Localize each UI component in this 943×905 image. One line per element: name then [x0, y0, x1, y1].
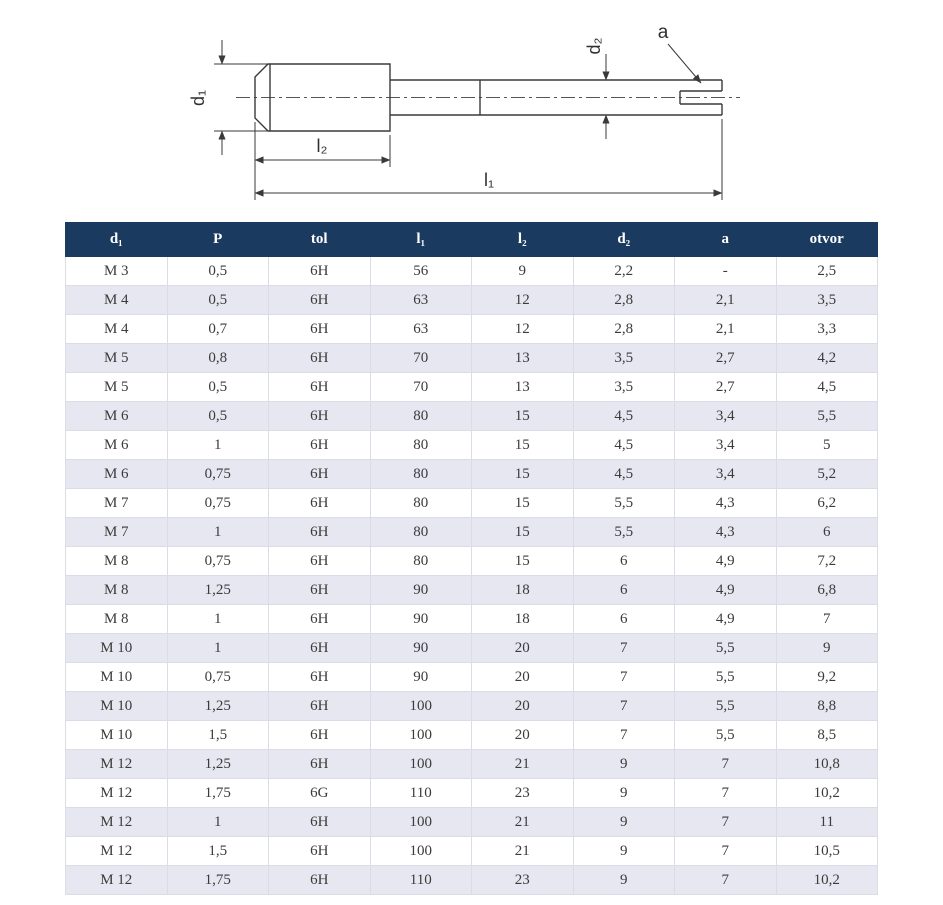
table-cell: 1,25 [167, 692, 269, 721]
table-cell: 3,3 [776, 315, 878, 344]
table-cell: 4,5 [573, 431, 675, 460]
dimension-l2 [255, 122, 390, 200]
table-cell: 2,8 [573, 286, 675, 315]
table-cell: 2,1 [675, 315, 777, 344]
table-cell: 20 [472, 692, 574, 721]
table-cell: M 10 [66, 634, 168, 663]
table-cell: 0,5 [167, 257, 269, 286]
table-cell: 1,5 [167, 721, 269, 750]
table-cell: M 10 [66, 692, 168, 721]
table-cell: M 6 [66, 402, 168, 431]
table-cell: 9 [573, 837, 675, 866]
table-cell: 4,5 [776, 373, 878, 402]
table-row [66, 721, 878, 750]
table-header-row [66, 223, 878, 257]
table-cell: 6H [269, 721, 371, 750]
table-cell: 12 [472, 286, 574, 315]
table-cell: 4,5 [573, 402, 675, 431]
table-cell: 23 [472, 779, 574, 808]
table-cell: 4,9 [675, 576, 777, 605]
table-cell: M 8 [66, 605, 168, 634]
table-cell: 2,7 [675, 344, 777, 373]
table-row [66, 750, 878, 779]
table-cell: 6H [269, 866, 371, 895]
table-cell: 6H [269, 489, 371, 518]
table-cell: M 12 [66, 750, 168, 779]
table-cell: 6,8 [776, 576, 878, 605]
table-cell: M 8 [66, 547, 168, 576]
table-cell: 1,75 [167, 866, 269, 895]
dim-label-a: a [657, 22, 669, 43]
table-row [66, 402, 878, 431]
table-cell: 3,4 [675, 431, 777, 460]
table-row [66, 576, 878, 605]
table-cell: 6H [269, 750, 371, 779]
table-cell: 6H [269, 373, 371, 402]
table-cell: 3,5 [573, 373, 675, 402]
table-cell: 6 [776, 518, 878, 547]
table-cell: M 10 [66, 663, 168, 692]
table-cell: 20 [472, 634, 574, 663]
table-cell: M 10 [66, 721, 168, 750]
table-cell: M 12 [66, 837, 168, 866]
table-cell: 10,2 [776, 779, 878, 808]
table-cell: 1,25 [167, 750, 269, 779]
table-row [66, 779, 878, 808]
table-row [66, 373, 878, 402]
table-cell: 18 [472, 605, 574, 634]
table-cell: M 5 [66, 373, 168, 402]
dimensions-table [65, 222, 878, 895]
table-cell: 100 [370, 808, 472, 837]
table-cell: 0,75 [167, 547, 269, 576]
table-cell: 100 [370, 750, 472, 779]
table-cell: 1 [167, 605, 269, 634]
table-row [66, 866, 878, 895]
table-cell: 3,4 [675, 402, 777, 431]
table-cell: 6H [269, 605, 371, 634]
table-cell: 2,8 [573, 315, 675, 344]
table-cell: M 3 [66, 257, 168, 286]
table-cell: 6H [269, 692, 371, 721]
table-cell: 6H [269, 286, 371, 315]
table-cell: 2,7 [675, 373, 777, 402]
table-cell: 1,25 [167, 576, 269, 605]
table-cell: 5 [776, 431, 878, 460]
table-cell: 6H [269, 808, 371, 837]
table-cell: 80 [370, 518, 472, 547]
table-cell: 9 [776, 634, 878, 663]
column-header-l1: l₁ [370, 223, 472, 257]
column-header-d1: d₁ [66, 223, 168, 257]
table-cell: 5,5 [675, 634, 777, 663]
column-header-d2: d₂ [573, 223, 675, 257]
table-cell: 63 [370, 315, 472, 344]
table-cell: 4,3 [675, 489, 777, 518]
table-cell: 1 [167, 634, 269, 663]
table-cell: 6G [269, 779, 371, 808]
table-cell: M 6 [66, 431, 168, 460]
table-cell: 80 [370, 431, 472, 460]
table-cell: 7 [675, 779, 777, 808]
table-cell: 21 [472, 808, 574, 837]
table-cell: 6H [269, 576, 371, 605]
table-row [66, 460, 878, 489]
table-cell: 1 [167, 808, 269, 837]
table-cell: M 4 [66, 286, 168, 315]
tap-drawing-svg [0, 0, 943, 218]
table-row [66, 663, 878, 692]
table-row [66, 286, 878, 315]
table-cell: M 8 [66, 576, 168, 605]
dim-label-l2: l₂ [316, 136, 328, 156]
table-cell: M 6 [66, 460, 168, 489]
table-cell: 20 [472, 721, 574, 750]
table-cell: M 12 [66, 808, 168, 837]
table-cell: 6H [269, 315, 371, 344]
table-cell: 5,5 [573, 518, 675, 547]
table-cell: 21 [472, 750, 574, 779]
table-cell: 23 [472, 866, 574, 895]
table-cell: M 12 [66, 779, 168, 808]
table-row [66, 634, 878, 663]
table-cell: 90 [370, 634, 472, 663]
table-cell: M 7 [66, 489, 168, 518]
table-cell: 0,75 [167, 663, 269, 692]
table-row [66, 344, 878, 373]
table-cell: 56 [370, 257, 472, 286]
table-cell: 0,7 [167, 315, 269, 344]
table-cell: 1 [167, 431, 269, 460]
a-leader-line [668, 44, 701, 83]
table-cell: 9 [573, 866, 675, 895]
table-row [66, 431, 878, 460]
dim-label-d1: d₁ [188, 89, 208, 107]
table-cell: 7 [675, 866, 777, 895]
table-cell: 8,5 [776, 721, 878, 750]
table-cell: 0,75 [167, 489, 269, 518]
table-cell: 4,9 [675, 605, 777, 634]
table-cell: 9,2 [776, 663, 878, 692]
table-cell: 100 [370, 721, 472, 750]
table-cell: 0,5 [167, 373, 269, 402]
table-cell: 2,1 [675, 286, 777, 315]
table-cell: 6H [269, 518, 371, 547]
table-cell: 6 [573, 605, 675, 634]
column-header-otvor: otvor [776, 223, 878, 257]
table-cell: 6,2 [776, 489, 878, 518]
table-cell: 2,2 [573, 257, 675, 286]
table-cell: 90 [370, 576, 472, 605]
table-row [66, 315, 878, 344]
table-cell: 10,2 [776, 866, 878, 895]
column-header-tol: tol [269, 223, 371, 257]
table-cell: 9 [573, 750, 675, 779]
table-row [66, 837, 878, 866]
table-cell: 6 [573, 576, 675, 605]
table-cell: 0,8 [167, 344, 269, 373]
table-cell: 4,3 [675, 518, 777, 547]
table-cell: - [675, 257, 777, 286]
table-cell: 3,4 [675, 460, 777, 489]
table-cell: 4,5 [573, 460, 675, 489]
column-header-a: a [675, 223, 777, 257]
table-cell: 15 [472, 460, 574, 489]
table-row [66, 692, 878, 721]
table-cell: 63 [370, 286, 472, 315]
table-cell: 110 [370, 779, 472, 808]
table-cell: 15 [472, 402, 574, 431]
table-cell: 6H [269, 402, 371, 431]
table-cell: 7,2 [776, 547, 878, 576]
table-row [66, 547, 878, 576]
table-cell: 10,5 [776, 837, 878, 866]
table-cell: 5,5 [573, 489, 675, 518]
table-cell: 70 [370, 373, 472, 402]
table-cell: 10,8 [776, 750, 878, 779]
table-cell: M 4 [66, 315, 168, 344]
table-cell: 5,5 [675, 692, 777, 721]
table-cell: M 5 [66, 344, 168, 373]
table-cell: 15 [472, 431, 574, 460]
table-row [66, 605, 878, 634]
table-cell: 15 [472, 547, 574, 576]
table-cell: 6H [269, 663, 371, 692]
table-cell: 7 [675, 750, 777, 779]
tap-technical-drawing [0, 0, 943, 218]
table-cell: 6 [573, 547, 675, 576]
table-cell: 21 [472, 837, 574, 866]
table-cell: 110 [370, 866, 472, 895]
table-cell: 6H [269, 344, 371, 373]
table-cell: 3,5 [776, 286, 878, 315]
table-cell: 6H [269, 431, 371, 460]
table-cell: 5,5 [675, 721, 777, 750]
table-cell: 80 [370, 489, 472, 518]
table-cell: 7 [573, 692, 675, 721]
table-row [66, 489, 878, 518]
table-cell: 7 [573, 663, 675, 692]
table-cell: 20 [472, 663, 574, 692]
table-cell: 6H [269, 837, 371, 866]
table-cell: 7 [675, 808, 777, 837]
table-cell: 100 [370, 837, 472, 866]
table-cell: 1 [167, 518, 269, 547]
table-cell: 1,5 [167, 837, 269, 866]
table-cell: 0,75 [167, 460, 269, 489]
table-cell: 80 [370, 460, 472, 489]
table-cell: 6H [269, 634, 371, 663]
table-cell: 100 [370, 692, 472, 721]
table-cell: 9 [573, 808, 675, 837]
table-cell: 12 [472, 315, 574, 344]
table-cell: M 7 [66, 518, 168, 547]
table-cell: 90 [370, 605, 472, 634]
table-cell: 80 [370, 547, 472, 576]
table-cell: 7 [776, 605, 878, 634]
table-cell: 18 [472, 576, 574, 605]
table-cell: 6H [269, 460, 371, 489]
table-cell: 3,5 [573, 344, 675, 373]
table-row [66, 518, 878, 547]
table-cell: 4,2 [776, 344, 878, 373]
table-cell: 80 [370, 402, 472, 431]
table-cell: 2,5 [776, 257, 878, 286]
table-cell: 7 [675, 837, 777, 866]
table-cell: 5,2 [776, 460, 878, 489]
table-cell: 8,8 [776, 692, 878, 721]
table-cell: M 12 [66, 866, 168, 895]
dim-label-d2: d₂ [584, 37, 604, 55]
table-cell: 6H [269, 547, 371, 576]
table-cell: 0,5 [167, 402, 269, 431]
table-cell: 13 [472, 344, 574, 373]
table-cell: 15 [472, 518, 574, 547]
table-cell: 70 [370, 344, 472, 373]
table-cell: 4,9 [675, 547, 777, 576]
table-cell: 5,5 [776, 402, 878, 431]
table-cell: 90 [370, 663, 472, 692]
table-cell: 6H [269, 257, 371, 286]
dim-label-l1: l₁ [483, 170, 495, 190]
table-row [66, 808, 878, 837]
table-cell: 7 [573, 634, 675, 663]
table-cell: 0,5 [167, 286, 269, 315]
table-cell: 15 [472, 489, 574, 518]
column-header-l2: l₂ [472, 223, 574, 257]
table-cell: 9 [573, 779, 675, 808]
table-body [66, 257, 878, 895]
table-cell: 11 [776, 808, 878, 837]
table-cell: 7 [573, 721, 675, 750]
table-cell: 5,5 [675, 663, 777, 692]
column-header-p: P [167, 223, 269, 257]
table-cell: 1,75 [167, 779, 269, 808]
table-cell: 9 [472, 257, 574, 286]
table-row [66, 257, 878, 286]
table-cell: 13 [472, 373, 574, 402]
